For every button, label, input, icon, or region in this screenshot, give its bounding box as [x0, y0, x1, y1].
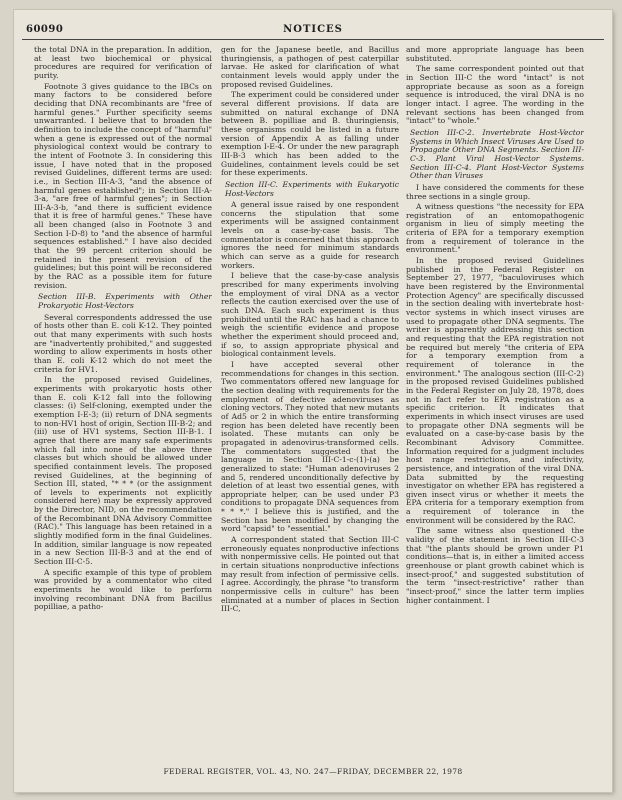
section-heading: Section III-C. Experiments with Eukaryotic Host-Vectors — [225, 179, 399, 198]
header-rule — [22, 39, 604, 40]
paragraph: A general issue raised by one respondent concerns the stipulation that some experiments will be assigned containment levels on a case-by-case basis. The commentator is concerned that this approach ignores the need for minimum standards which can serve as a guide for research workers. — [221, 200, 399, 270]
paragraph: The experiment could be considered under several different provisions. If data are submitted on natural exchange of DNA between B. popilliae and B. thuringiensis, these organisms could be listed in a future version of Appendix A as falling under exemption I-E-4. Or under the new paragraph III-B-3 which has been added to the Guidelines, containment levels could be set for these experiments. — [221, 90, 399, 178]
text-column-2 — [221, 46, 399, 746]
paragraph: A specific example of this type of problem was provided by a commentator who cited experiments he would like to perform involving recombinant DNA from Bacillus popilliae, a patho- — [34, 567, 212, 612]
section-heading: Section III-C-2. Invertebrate Host-Vector Systems in Which Insect Viruses Are Used to Propagate Other DNA Segments. Section III-C-3. Plant Viral Host-Vector Systems. Section III-C-4. Plant Host-Vector Systems Other than Viruses — [410, 127, 584, 181]
paragraph: and more appropriate language has been substituted. — [406, 46, 584, 63]
paragraph: Several correspondents addressed the use of hosts other than E. coli K-12. They pointed out that many experiments with such hosts are "inadvertently prohibited," and suggested wording to allow experiments in hosts other than E. coli K-12 which do not meet the criteria for HV1. — [34, 312, 212, 374]
page-footer: FEDERAL REGISTER, VOL. 43, NO. 247—FRIDAY, DECEMBER 22, 1978 — [163, 767, 463, 776]
paragraph: The same correspondent pointed out that in Section III-C the word "intact" is not appropriate because as soon as a foreign sequence is introduced, the viral DNA is no longer intact. I agree. The wording in the relevant sections has been changed from "intact" to "whole." — [406, 64, 584, 126]
paragraph: In the proposed revised Guidelines published in the Federal Register on September 27, 1977, "baculoviruses which have been registered by the Environmental Protection Agency" are specifically discussed in the section dealing with invertebrate host-vector systems in which insect viruses are used to propagate other DNA segments. The writer is apparently addressing this section and requesting that the EPA registration not be required but merely "the criteria of EPA for a temporary exemption from a requirement of tolerance in the environment." The analogous section (III-C-2) in the proposed revised Guidelines published in the Federal Register on July 28, 1978, does not in fact refer to EPA registration as a specific criterion. It indicates that experiments in which insect viruses are used to propagate other DNA segments will be evaluated on a case-by-case basis by the Recombinant Advisory Committee. Information required for a judgment includes host range restrictions, and infectivity, persistence, and integration of the viral DNA. Data submitted by the requesting investigator on whether EPA has registered a given insect virus or whether it meets the EPA criteria for a temporary exemption from a requirement of tolerance in the environment will be considered by the RAC. — [406, 256, 584, 525]
paragraph: A witness questions "the necessity for EPA registration of an entomopathogenic organism in lieu of simply meeting the criteria of EPA for a temporary exemption from a requirement of tolerance in the environment." — [406, 202, 584, 255]
running-head: NOTICES — [283, 24, 343, 35]
paragraph: A correspondent stated that Section III-C erroneously equates nonproductive infections with nonpermissive cells. He pointed out that in certain situations nonproductive infections may result from infection of permissive cells. I agree. Accordingly, the phrase "to transform nonpermissive cells in culture" has been eliminated at a number of places in Section III-C, — [221, 535, 399, 614]
paragraph: the total DNA in the preparation. In addition, at least two biochemical or physical procedures are required for verification of purity. — [34, 46, 212, 80]
paragraph: gen for the Japanese beetle, and Bacillus thuringiensis, a pathogen of pest caterpillar larvae. He asked for clarification of what containment levels would apply under the proposed revised Guidelines. — [221, 46, 399, 89]
paragraph: The same witness also questioned the validity of the statement in Section III-C-3 that "the plants should be grown under P1 conditions—that is, in either a limited access greenhouse or plant growth cabinet which is insect-proof," and suggested substitution of the term "insect-restrictive" rather than "insect-proof," since the latter term implies higher containment. I — [406, 526, 584, 605]
page-number: 60090 — [26, 24, 64, 35]
paragraph: I have accepted several other recommendations for changes in this section. Two commentators offered new language for the section dealing with requirements for the employment of defective adenoviruses as cloning vectors. They noted that new mutants of Ad5 or 2 in which the entire transforming region has been deleted have recently been isolated. These mutants can only be propagated in adenovirus-transformed cells. The commentators suggested that the language in Section III-C-1-c-(1)-(a) be generalized to state: "Human adenoviruses 2 and 5, rendered unconditionally defective by deletion of at least two essential genes, with appropriate helper, can be used under P3 conditions to propagate DNA sequences from * * *." I believe this is justified, and the Section has been modified by changing the word "capsid" to "essential." — [221, 359, 399, 534]
paragraph: I believe that the case-by-case analysis prescribed for many experiments involving the employment of viral DNA as a vector reflects the caution exercised over the use of such DNA. Each such experiment is thus prohibited until the RAC has had a chance to weigh the scientific evidence and propose whether the experiment should proceed and, if so, to assign appropriate physical and biological containment levels. — [221, 271, 399, 359]
section-heading: Section III-B. Experiments with Other Prokaryotic Host-Vectors — [38, 292, 212, 311]
paragraph: In the proposed revised Guidelines, experiments with prokaryotic hosts other than E. coli K-12 fall into the following classes: (i) Self-cloning, exempted under the exemption I-E-3; (ii) return of DNA segments to non-HV1 host of origin, Section III-B-2; and (iii) use of HV1 systems, Section III-B-1. I agree that there are many safe experiments which fall into none of the above three classes but which should be allowed under specified containment levels. The proposed revised Guidelines, at the beginning of Section III, stated, "* * * (or the assignment of levels to experiments not explicitly considered here) may be expressly approved by the Director, NID, on the recommendation of the Recombinant DNA Advisory Committee (RAC)." This language has been retained in a slightly modified form in the final Guidelines. In addition, similar language is now repeated in a new Section III-B-3 and at the end of Section III-C-5. — [34, 375, 212, 567]
document-page — [14, 10, 612, 792]
paragraph: I have considered the comments for these three sections in a single group. — [406, 182, 584, 201]
text-column-3 — [406, 46, 584, 746]
paragraph: Footnote 3 gives guidance to the IBCs on many factors to be considered before deciding that DNA recombinants are "free of harmful genes." Further specificity seems unwarranted. I believe that to broaden the definition to include the concept of "harmful" when a gene is expressed out of the normal physiological context would be contrary to the intent of Footnote 3. In considering this issue, I have noted that in the proposed revised Guidelines, different terms are used: i.e., in Section III-A-3, "and the absence of harmful genes established"; in Section III-A-3-a, "are free of harmful genes"; in Section III-A-3-b, "and there is sufficient evidence that it is free of harmful genes." These have all been changed (also in Footnote 3 and Section I-D-8) to "and the absence of harmful sequences established." I have also decided that the 99 percent criterion should be retained in the present revision of the guidelines; but this point will be reconsidered by the RAC as a possible item for future revision. — [34, 81, 212, 290]
text-column-1 — [34, 46, 212, 746]
